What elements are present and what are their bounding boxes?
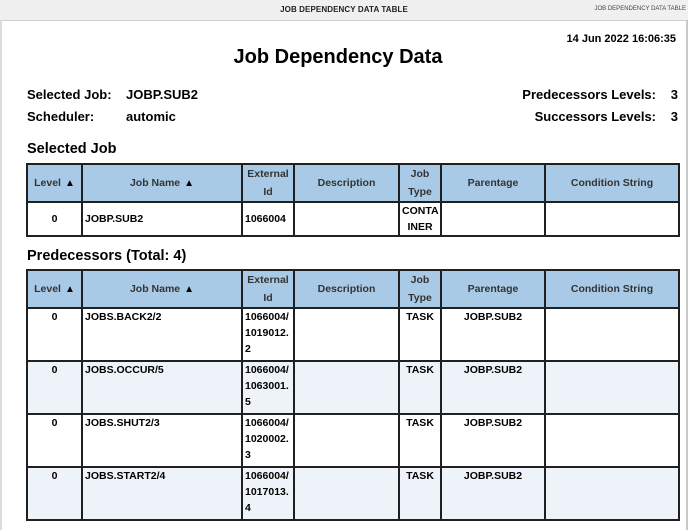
cell-parentage: JOBP.SUB2	[441, 308, 545, 361]
cell-external-id-line: 2	[245, 343, 251, 355]
column-header-job-name[interactable]: Job Name ▲	[82, 270, 242, 308]
cell-job-name: JOBS.START2/4	[82, 467, 242, 520]
successors-levels-label: Successors Levels:	[534, 109, 656, 124]
cell-condition-string	[545, 467, 679, 520]
cell-level: 0	[27, 202, 82, 236]
cell-job-name: JOBP.SUB2	[82, 202, 242, 236]
selected-job-heading: Selected Job	[27, 141, 117, 157]
cell-parentage	[441, 202, 545, 236]
scheduler-value: automic	[126, 109, 176, 124]
column-header-job-type[interactable]: Job Type	[399, 164, 441, 202]
window-titlebar	[0, 0, 688, 21]
triangle-up-icon: ▲	[64, 177, 75, 189]
column-header-description[interactable]: Description	[294, 270, 399, 308]
window-title: JOB DEPENDENCY DATA TABLE	[280, 5, 408, 14]
cell-external-id	[242, 361, 294, 414]
cell-condition-string	[545, 414, 679, 467]
table-row[interactable]	[27, 202, 679, 236]
cell-external-id-line: 1066004/	[245, 417, 289, 429]
window-title-right: JOB DEPENDENCY DATA TABLE	[594, 6, 686, 12]
cell-job-type-line: CONTA	[402, 205, 439, 217]
table-header-row	[27, 164, 679, 202]
cell-job-type-line: TASK	[406, 470, 434, 482]
cell-external-id-line: 1066004/	[245, 311, 289, 323]
cell-external-id-line: 1066004/	[245, 364, 289, 376]
table-header-row	[27, 270, 679, 308]
cell-job-type	[399, 308, 441, 361]
cell-external-id-line: 1020002.	[245, 433, 289, 445]
cell-external-id-line: 4	[245, 502, 251, 514]
selected-job-label: Selected Job:	[27, 87, 112, 102]
cell-external-id	[242, 308, 294, 361]
predecessors-heading: Predecessors (Total: 4)	[27, 248, 187, 264]
predecessors-table-body	[27, 308, 679, 520]
column-header-external-id[interactable]: External Id	[242, 270, 294, 308]
column-header-parentage[interactable]: Parentage	[441, 164, 545, 202]
selected-job-table	[26, 163, 680, 237]
column-header-level[interactable]: Level ▲	[27, 270, 82, 308]
cell-external-id-line: 1066004	[245, 213, 286, 225]
triangle-up-icon: ▲	[184, 177, 195, 189]
cell-external-id-line: 1019012.	[245, 327, 289, 339]
report-timestamp: 14 Jun 2022 16:06:35	[566, 33, 676, 45]
selected-job-value: JOBP.SUB2	[126, 87, 199, 102]
cell-description	[294, 414, 399, 467]
cell-job-type	[399, 202, 441, 236]
triangle-up-icon: ▲	[64, 283, 75, 295]
scheduler-label: Scheduler:	[27, 109, 95, 124]
column-header-level[interactable]: Level ▲	[27, 164, 82, 202]
table-row[interactable]	[27, 467, 679, 520]
report-page	[0, 21, 686, 530]
cell-external-id-line: 1063001.	[245, 380, 289, 392]
column-header-job-type[interactable]: Job Type	[399, 270, 441, 308]
predecessors-table	[26, 269, 680, 521]
report-title: Job Dependency Data	[233, 46, 443, 68]
cell-external-id	[242, 202, 294, 236]
cell-parentage: JOBP.SUB2	[441, 414, 545, 467]
cell-job-type	[399, 467, 441, 520]
cell-level: 0	[27, 414, 82, 467]
column-header-description[interactable]: Description	[294, 164, 399, 202]
cell-job-name: JOBS.BACK2/2	[82, 308, 242, 361]
cell-job-type-line: TASK	[406, 311, 434, 323]
cell-level: 0	[27, 467, 82, 520]
cell-external-id-line: 1066004/	[245, 470, 289, 482]
cell-description	[294, 308, 399, 361]
column-header-parentage[interactable]: Parentage	[441, 270, 545, 308]
cell-external-id-line: 1017013.	[245, 486, 289, 498]
selected-table-body	[27, 202, 679, 236]
table-row[interactable]	[27, 414, 679, 467]
cell-parentage: JOBP.SUB2	[441, 361, 545, 414]
cell-job-type-line: TASK	[406, 364, 434, 376]
column-header-condition-string[interactable]: Condition String	[545, 270, 679, 308]
column-header-job-name[interactable]: Job Name ▲	[82, 164, 242, 202]
cell-level: 0	[27, 361, 82, 414]
cell-level: 0	[27, 308, 82, 361]
cell-job-type-line: TASK	[406, 417, 434, 429]
cell-description	[294, 467, 399, 520]
column-header-external-id[interactable]: External Id	[242, 164, 294, 202]
table-row[interactable]	[27, 308, 679, 361]
cell-job-type	[399, 414, 441, 467]
cell-condition-string	[545, 361, 679, 414]
cell-job-type	[399, 361, 441, 414]
cell-description	[294, 202, 399, 236]
cell-job-name: JOBS.SHUT2/3	[82, 414, 242, 467]
cell-external-id-line: 3	[245, 449, 251, 461]
cell-condition-string	[545, 202, 679, 236]
cell-parentage: JOBP.SUB2	[441, 467, 545, 520]
triangle-up-icon: ▲	[184, 283, 195, 295]
predecessors-levels-label: Predecessors Levels:	[522, 87, 656, 102]
cell-external-id	[242, 467, 294, 520]
table-row[interactable]	[27, 361, 679, 414]
cell-description	[294, 361, 399, 414]
cell-job-name: JOBS.OCCUR/5	[82, 361, 242, 414]
cell-external-id-line: 5	[245, 396, 251, 408]
successors-levels-value: 3	[670, 109, 678, 124]
column-header-condition-string[interactable]: Condition String	[545, 164, 679, 202]
predecessors-levels-value: 3	[670, 87, 678, 102]
cell-job-type-line: INER	[407, 221, 433, 233]
cell-external-id	[242, 414, 294, 467]
cell-condition-string	[545, 308, 679, 361]
